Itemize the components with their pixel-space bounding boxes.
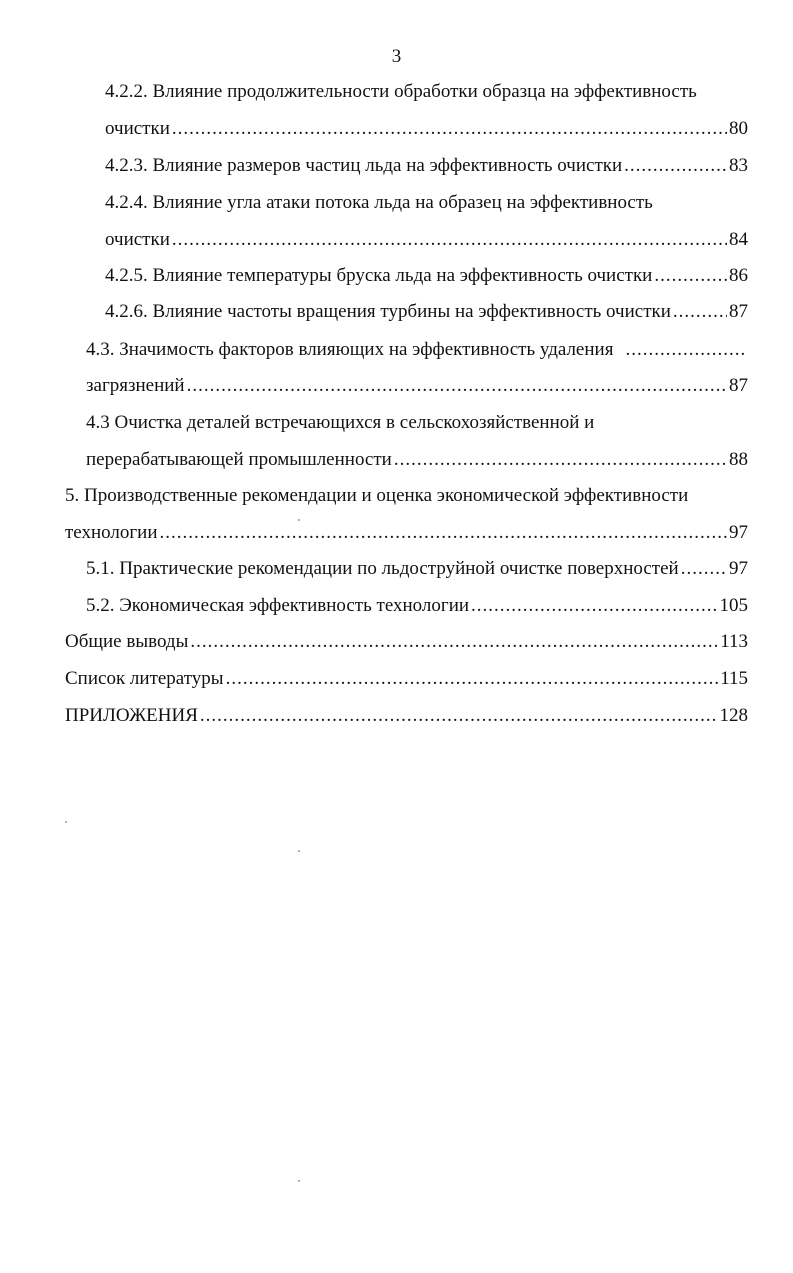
scan-speck [298, 519, 300, 521]
dot-leader [226, 667, 719, 691]
dot-leader [471, 594, 717, 618]
toc-entry-4-2-6[interactable] [105, 300, 748, 324]
dot-leader [673, 300, 727, 324]
dot-leader [200, 704, 718, 728]
page-number: 3 [391, 46, 402, 67]
dot-leader [394, 448, 727, 472]
dot-leader [654, 264, 727, 288]
toc-entry-text: загрязнений [86, 375, 185, 396]
toc-page-number: 80 [729, 118, 748, 139]
toc-entry-text: 5.1. Практические рекомендации по льдоструйной очистке поверхностей [86, 558, 679, 579]
toc-entry-4-2-3[interactable] [105, 154, 748, 178]
scan-speck [298, 850, 300, 852]
toc-page-number: 84 [729, 229, 748, 250]
toc-page-number: 88 [729, 449, 748, 470]
toc-entry-text: технологии [65, 522, 158, 543]
toc-entry-text: 4.2.5. Влияние температуры бруска льда на эффективность очистки [105, 265, 653, 286]
toc-entry-text: 4.2.3. Влияние размеров частиц льда на эффективность очистки [105, 155, 623, 176]
toc-entry-4-2-4-cont[interactable] [105, 228, 748, 252]
dot-leader [172, 117, 727, 141]
toc-entry-4-2-2[interactable] [105, 80, 697, 104]
dot-leader [625, 338, 745, 362]
toc-entry-4-3-cleaning-cont[interactable] [86, 448, 748, 472]
dot-leader [624, 154, 727, 178]
toc-page-number: 87 [729, 375, 748, 396]
toc-entry-text: 4.3. Значимость факторов влияющих на эффективность удаления [86, 339, 614, 360]
toc-entry-text: 4.2.2. Влияние продолжительности обработки образца на эффективность [105, 81, 697, 102]
toc-entry-4-2-5[interactable] [105, 264, 748, 288]
toc-entry-text: ПРИЛОЖЕНИЯ [65, 705, 198, 726]
toc-page-number: 87 [729, 301, 748, 322]
toc-entry-text: 4.2.6. Влияние частоты вращения турбины на эффективность очистки [105, 301, 671, 322]
toc-entry-text: Общие выводы [65, 631, 189, 652]
toc-entry-text: очистки [105, 229, 170, 250]
dot-leader [187, 374, 727, 398]
toc-page-number: 128 [719, 705, 748, 726]
toc-entry-text: 5.2. Экономическая эффективность технологии [86, 595, 470, 616]
toc-entry-appendices[interactable] [65, 704, 748, 728]
toc-page-number: 86 [729, 265, 748, 286]
toc-entry-4-3-significance-cont[interactable] [86, 374, 748, 398]
toc-entry-4-2-2-cont[interactable] [105, 117, 748, 141]
scan-speck [298, 1180, 300, 1182]
toc-entry-text: 5. Производственные рекомендации и оценка экономической эффективности [65, 485, 689, 506]
toc-entry-text: 4.3 Очистка деталей встречающихся в сельскохозяйственной и [86, 412, 595, 433]
toc-page-number: 115 [720, 668, 748, 689]
toc-entry-text: очистки [105, 118, 170, 139]
dot-leader [160, 521, 727, 545]
toc-entry-text: Список литературы [65, 668, 224, 689]
toc-page-number: 97 [729, 558, 748, 579]
dot-leader [172, 228, 727, 252]
toc-entry-5-1[interactable] [86, 557, 748, 581]
dot-leader [681, 557, 727, 581]
toc-entry-text: перерабатывающей промышленности [86, 449, 392, 470]
toc-entry-4-3-significance[interactable] [86, 338, 747, 362]
toc-page-number: 83 [729, 155, 748, 176]
toc-entry-5-cont[interactable] [65, 521, 748, 545]
toc-page-number: 97 [729, 522, 748, 543]
toc-entry-conclusions[interactable] [65, 630, 748, 654]
toc-page-number: 113 [720, 631, 748, 652]
toc-entry-5[interactable] [65, 484, 688, 508]
scan-speck [65, 821, 67, 823]
toc-entry-references[interactable] [65, 667, 748, 691]
toc-entry-4-2-4[interactable] [105, 191, 653, 215]
dot-leader [190, 630, 718, 654]
toc-page-number: 105 [719, 595, 748, 616]
toc-entry-4-3-cleaning[interactable] [86, 411, 594, 435]
toc-entry-text: 4.2.4. Влияние угла атаки потока льда на образец на эффективность [105, 192, 653, 213]
toc-entry-5-2[interactable] [86, 594, 748, 618]
